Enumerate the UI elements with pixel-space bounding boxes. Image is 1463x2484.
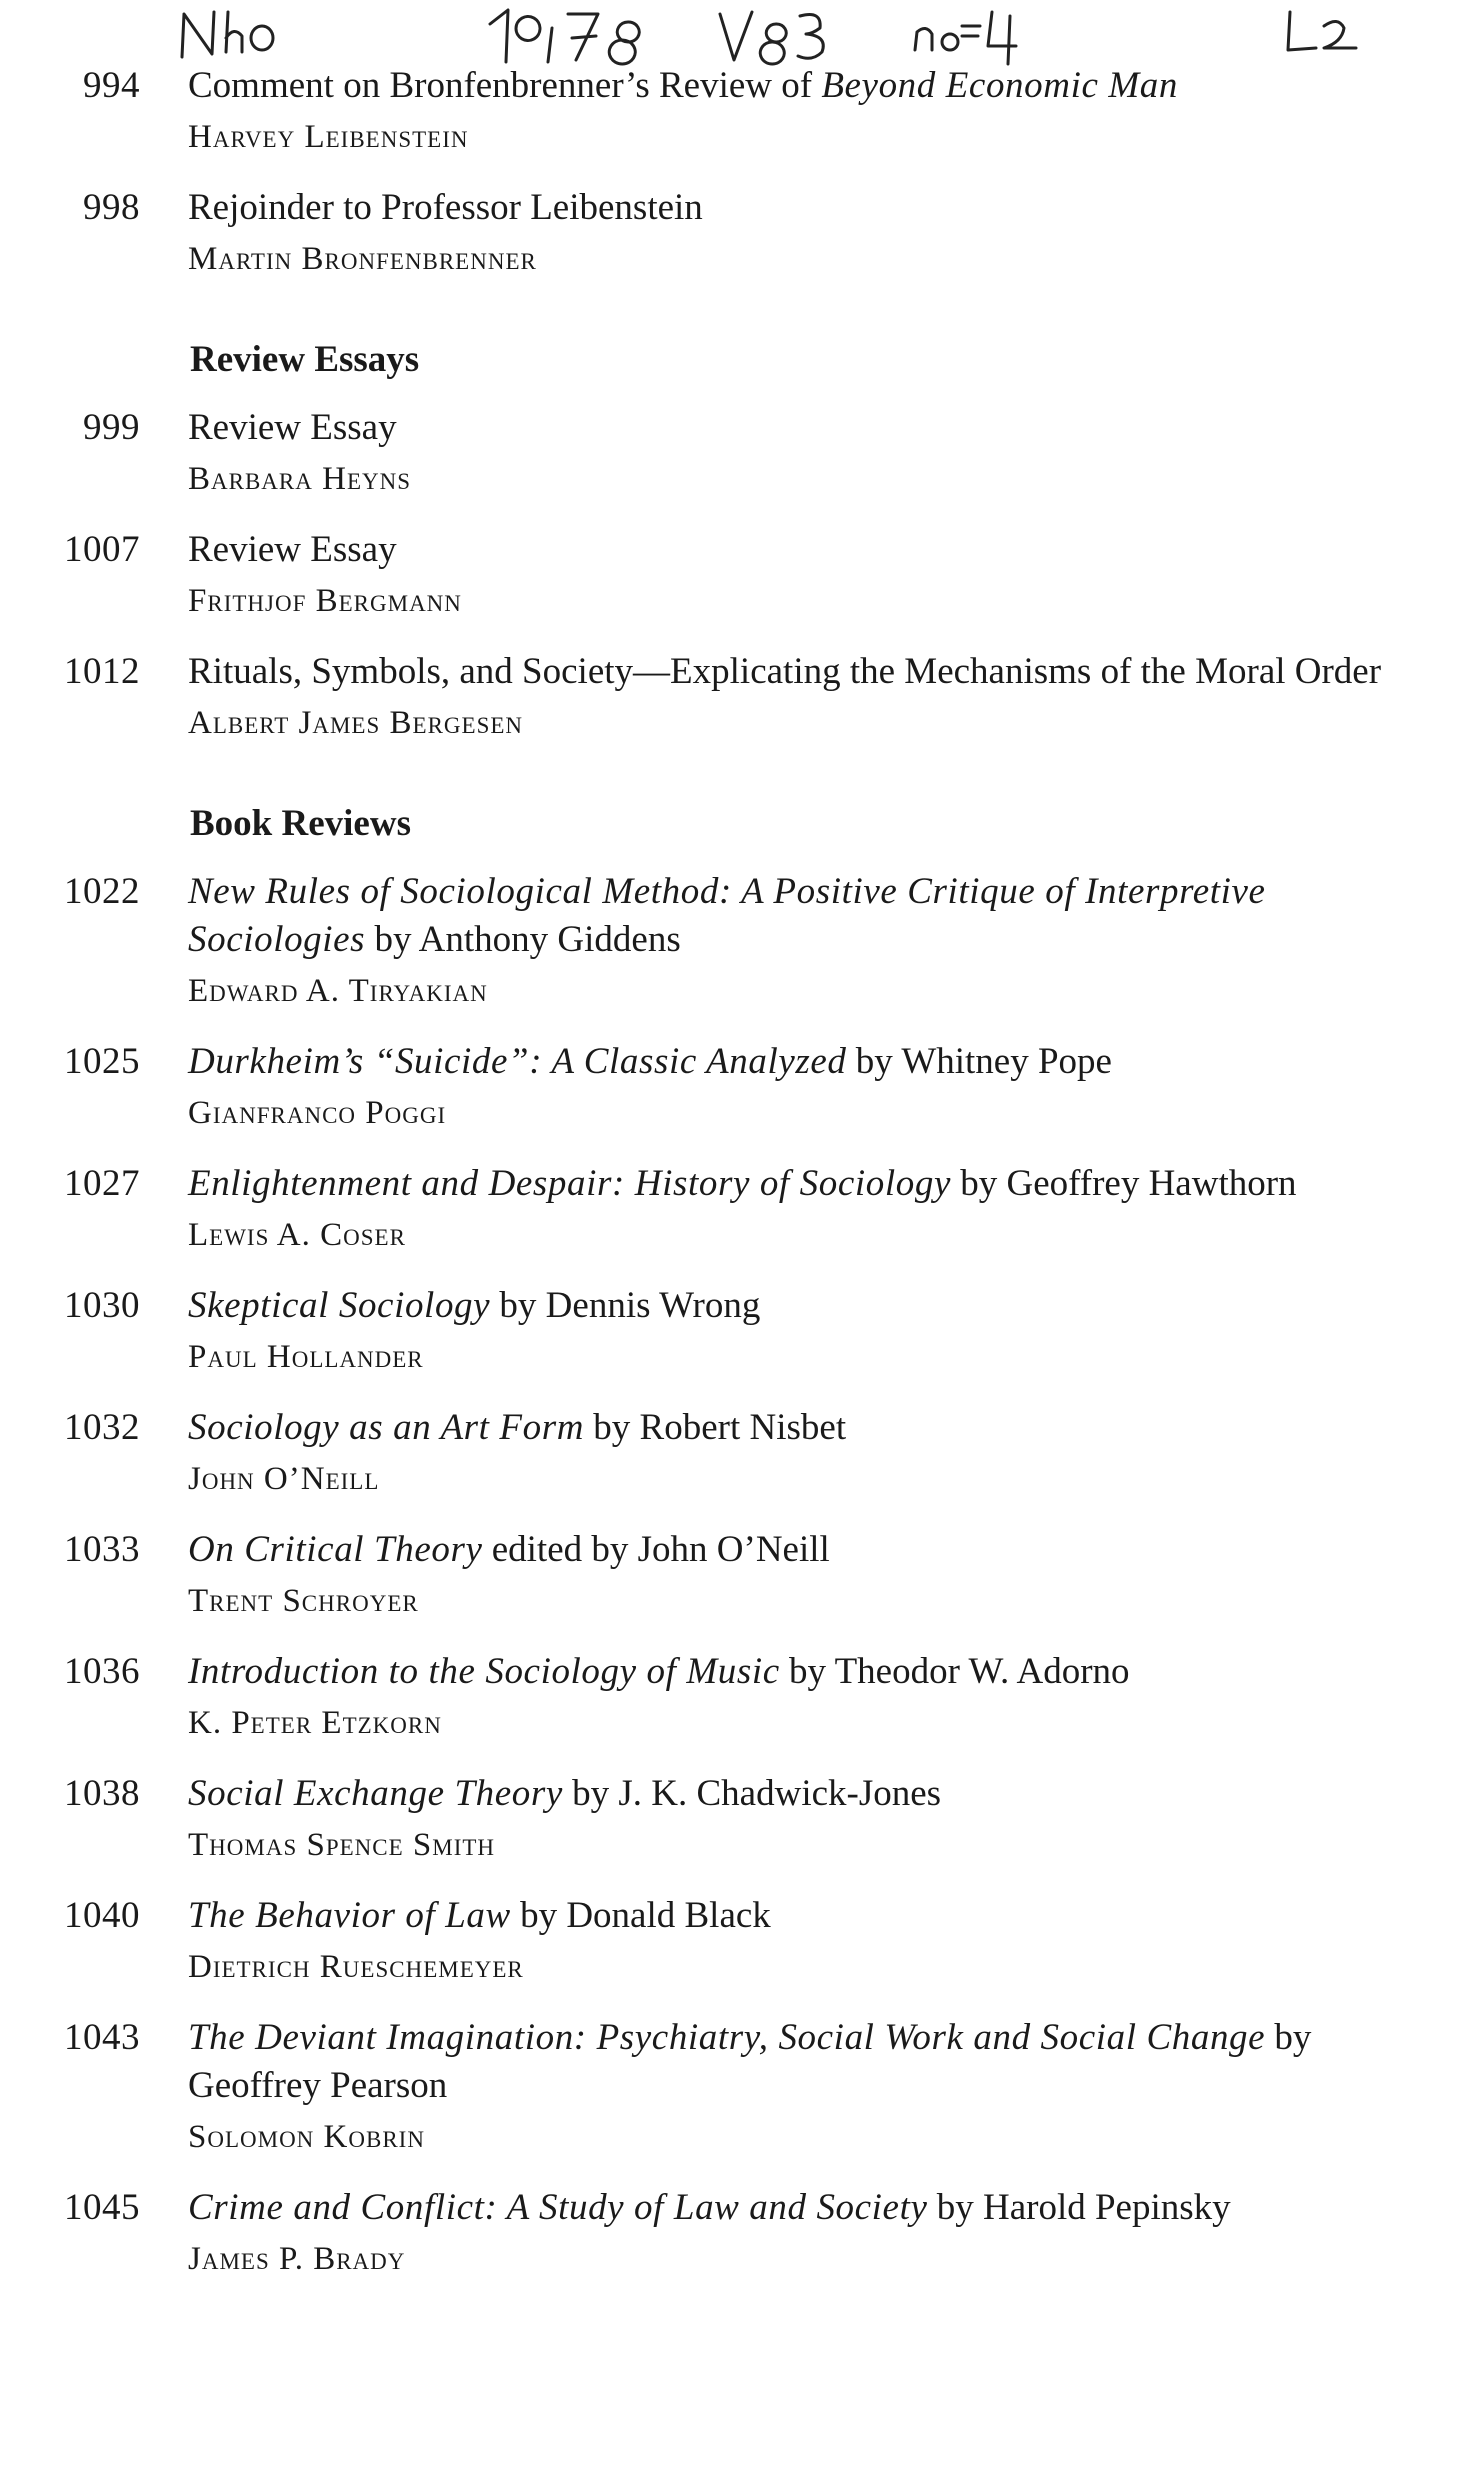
- entry-author: Paul Hollander: [188, 1339, 424, 1375]
- title-italic: Skeptical Sociology: [188, 1285, 491, 1326]
- title-text: Rejoinder to Professor Leibenstein: [188, 187, 703, 228]
- title-suffix: by Whitney Pope: [846, 1041, 1112, 1082]
- title-italic: Beyond Economic Man: [821, 65, 1178, 106]
- title-italic: Sociology as an Art Form: [188, 1407, 585, 1448]
- entry-title: [188, 868, 1410, 964]
- entry-author: Albert James Bergesen: [188, 705, 524, 741]
- page-number: 1022: [64, 871, 140, 912]
- title-italic: Social Exchange Theory: [188, 1773, 563, 1814]
- title-italic: Introduction to the Sociology of Music: [188, 1651, 780, 1692]
- toc-entry: [40, 2184, 1410, 2286]
- entry-author: Harvey Leibenstein: [188, 119, 469, 155]
- toc-entry: [40, 62, 1410, 164]
- title-suffix: by Harold Pepinsky: [927, 2187, 1231, 2228]
- entry-title: [188, 404, 1410, 452]
- toc-entry: [40, 404, 1410, 506]
- title-text: Rituals, Symbols, and Society—Explicating the Mechanisms of the Moral Order: [188, 651, 1382, 692]
- page-number: 994: [83, 65, 140, 106]
- toc-entry: [40, 1892, 1410, 1994]
- entry-author: Edward A. Tiryakian: [188, 973, 488, 1009]
- entry-author: Trent Schroyer: [188, 1583, 419, 1619]
- entry-author: Thomas Spence Smith: [188, 1827, 496, 1863]
- toc-entry: [40, 1282, 1410, 1384]
- toc-entry: [40, 648, 1410, 750]
- entry-author: John O’Neill: [188, 1461, 380, 1497]
- title-suffix: by Robert Nisbet: [584, 1407, 847, 1448]
- title-italic: Crime and Conflict: A Study of Law and Society: [188, 2187, 928, 2228]
- toc-entry: [40, 1526, 1410, 1628]
- page-number: 1012: [64, 651, 140, 692]
- entry-author: Martin Bronfenbrenner: [188, 241, 537, 277]
- title-suffix: by Geoffrey Pearson: [188, 2017, 1312, 2106]
- title-italic: Enlightenment and Despair: History of Sociology: [188, 1163, 951, 1204]
- page-number: 1038: [64, 1773, 140, 1814]
- page-number: 1043: [64, 2017, 140, 2058]
- page-number: 1032: [64, 1407, 140, 1448]
- section-heading-book-reviews: Book Reviews: [190, 803, 411, 844]
- entry-title: [188, 2014, 1410, 2110]
- title-suffix: by Geoffrey Hawthorn: [950, 1163, 1297, 1204]
- entry-title: [188, 526, 1410, 574]
- entry-title: [188, 184, 1410, 232]
- entry-author: Solomon Kobrin: [188, 2119, 425, 2155]
- page-number: 1030: [64, 1285, 140, 1326]
- entry-title: [188, 1648, 1410, 1696]
- title-italic: New Rules of Sociological Method: A Positive Critique of Interpretive Sociologies: [188, 871, 1266, 960]
- table-of-contents: [40, 62, 1410, 2306]
- toc-entry: [40, 1770, 1410, 1872]
- title-italic: On Critical Theory: [188, 1529, 483, 1570]
- page-number: 1045: [64, 2187, 140, 2228]
- entry-author: Lewis A. Coser: [188, 1217, 406, 1253]
- entry-title: [188, 2184, 1410, 2232]
- page-number: 1040: [64, 1895, 140, 1936]
- title-suffix: by Dennis Wrong: [490, 1285, 761, 1326]
- toc-entry: [40, 1038, 1410, 1140]
- title-italic: The Behavior of Law: [188, 1895, 511, 1936]
- toc-entry: [40, 184, 1410, 286]
- entry-title: [188, 1282, 1410, 1330]
- toc-entry: [40, 2014, 1410, 2164]
- page-number: 1033: [64, 1529, 140, 1570]
- title-suffix: edited by John O’Neill: [482, 1529, 830, 1570]
- toc-entry: [40, 526, 1410, 628]
- entry-title: [188, 62, 1410, 110]
- entry-title: [188, 1160, 1410, 1208]
- title-suffix: by Anthony Giddens: [365, 919, 681, 960]
- entry-author: Dietrich Rueschemeyer: [188, 1949, 524, 1985]
- entry-author: Frithjof Bergmann: [188, 583, 462, 619]
- title-italic: The Deviant Imagination: Psychiatry, Social Work and Social Change: [188, 2017, 1266, 2058]
- section-heading-review-essays: Review Essays: [190, 339, 420, 380]
- entry-author: Gianfranco Poggi: [188, 1095, 447, 1131]
- entry-author: James P. Brady: [188, 2241, 406, 2277]
- title-text: Review Essay: [188, 529, 397, 570]
- entry-author: K. Peter Etzkorn: [188, 1705, 442, 1741]
- toc-entry: [40, 1160, 1410, 1262]
- title-text: Review Essay: [188, 407, 397, 448]
- entry-title: [188, 1526, 1410, 1574]
- entry-title: [188, 648, 1410, 696]
- title-suffix: by Donald Black: [510, 1895, 771, 1936]
- entry-title: [188, 1038, 1410, 1086]
- toc-entry: [40, 1404, 1410, 1506]
- toc-entry: [40, 868, 1410, 1018]
- page-number: 1007: [64, 529, 140, 570]
- title-italic: Durkheim’s “Suicide”: A Classic Analyzed: [188, 1041, 847, 1082]
- title-text: Comment on Bronfenbrenner’s Review of: [188, 65, 822, 106]
- page-number: 1025: [64, 1041, 140, 1082]
- page-number: 1036: [64, 1651, 140, 1692]
- entry-author: Barbara Heyns: [188, 461, 412, 497]
- title-suffix: by Theodor W. Adorno: [779, 1651, 1130, 1692]
- page-number: 999: [83, 407, 140, 448]
- page-number: 998: [83, 187, 140, 228]
- page-number: 1027: [64, 1163, 140, 1204]
- title-suffix: by J. K. Chadwick-Jones: [562, 1773, 942, 1814]
- entry-title: [188, 1892, 1410, 1940]
- entry-title: [188, 1770, 1410, 1818]
- toc-entry: [40, 1648, 1410, 1750]
- entry-title: [188, 1404, 1410, 1452]
